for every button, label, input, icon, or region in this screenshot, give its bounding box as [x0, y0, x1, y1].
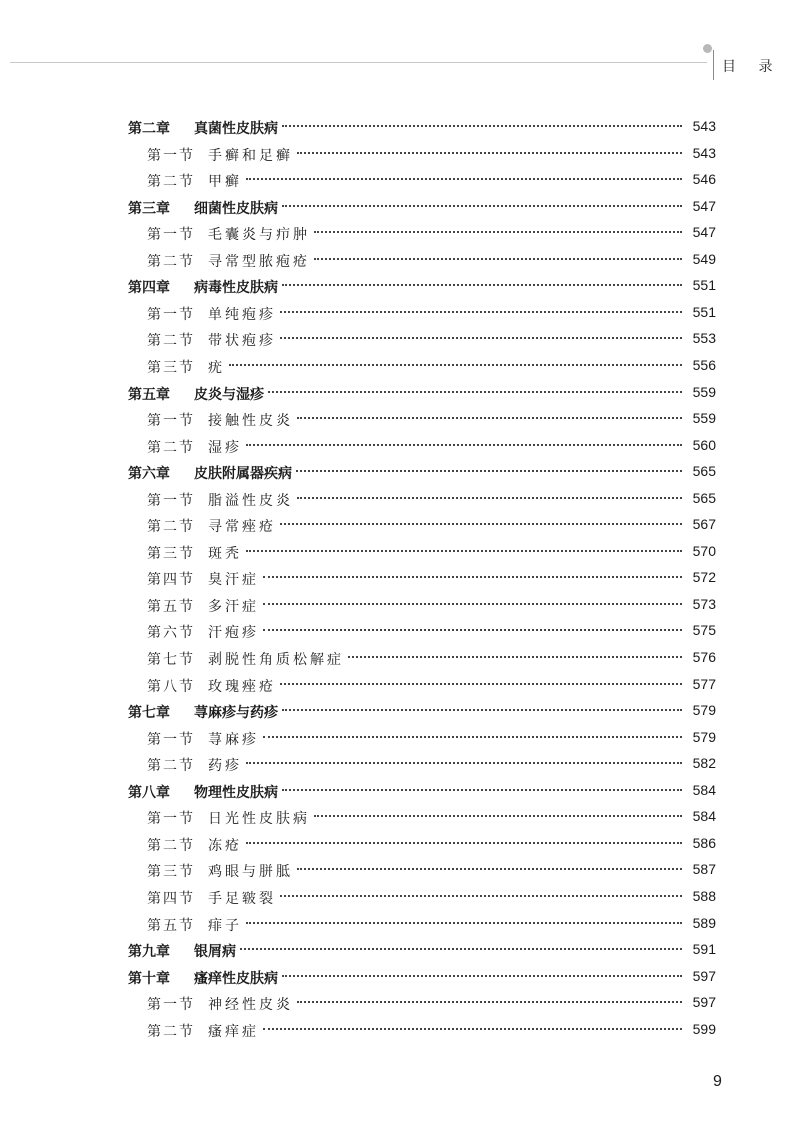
- entry-page-number: 576: [692, 649, 716, 665]
- entry-page-number: 551: [692, 277, 716, 294]
- section-number: 第二节: [147, 519, 195, 536]
- entry-page-number: 584: [692, 781, 716, 798]
- section-number: 第二节: [147, 333, 195, 350]
- section-number: 第五节: [147, 598, 195, 615]
- toc-section-entry[interactable]: [0, 353, 800, 379]
- section-title: 湿疹: [208, 439, 242, 456]
- dot-leader: [348, 656, 682, 658]
- toc-section-entry[interactable]: [0, 645, 800, 671]
- section-number: 第一节: [147, 811, 195, 828]
- section-number: 第四节: [147, 572, 195, 589]
- section-number: 第六节: [147, 625, 195, 642]
- section-title: 鸡眼与胼胝: [208, 864, 293, 881]
- section-number: 第一节: [147, 147, 195, 164]
- toc-section-entry[interactable]: [0, 141, 800, 167]
- section-title: 疣: [208, 359, 225, 376]
- section-number: 第一节: [147, 997, 195, 1014]
- entry-page-number: 591: [692, 941, 716, 958]
- chapter-title: 瘙痒性皮肤病: [194, 970, 278, 987]
- chapter-number: 第十章: [128, 970, 170, 987]
- toc-section-entry[interactable]: [0, 990, 800, 1016]
- entry-page-number: 597: [692, 967, 716, 984]
- toc-chapter-entry[interactable]: [0, 194, 800, 220]
- entry-page-number: 543: [692, 118, 716, 134]
- chapter-number: 第六章: [128, 466, 170, 483]
- chapter-title: 病毒性皮肤病: [194, 280, 278, 297]
- entry-page-number: 587: [692, 861, 716, 878]
- dot-leader: [280, 683, 682, 685]
- section-number: 第二节: [147, 837, 195, 854]
- toc-section-entry[interactable]: [0, 725, 800, 751]
- entry-page-number: 567: [692, 516, 716, 533]
- dot-leader: [314, 815, 682, 817]
- dot-leader: [297, 152, 682, 154]
- toc-chapter-entry[interactable]: [0, 459, 800, 485]
- entry-page-number: 553: [692, 330, 716, 347]
- section-number: 第一节: [147, 306, 195, 323]
- section-number: 第一节: [147, 492, 195, 509]
- section-number: 第三节: [147, 359, 195, 376]
- chapter-number: 第八章: [128, 784, 170, 801]
- dot-leader: [297, 417, 682, 419]
- dot-leader: [280, 895, 682, 897]
- page-number: 9: [713, 1073, 722, 1090]
- entry-page-number: 586: [692, 834, 716, 851]
- chapter-number: 第四章: [128, 280, 170, 297]
- chapter-title: 真菌性皮肤病: [194, 121, 278, 137]
- toc-section-entry[interactable]: [0, 857, 800, 883]
- section-title: 神经性皮炎: [208, 997, 293, 1014]
- entry-page-number: 599: [692, 1020, 716, 1037]
- entry-page-number: 551: [692, 303, 716, 320]
- toc-section-entry[interactable]: [0, 167, 800, 193]
- header-dot-ornament: [703, 44, 712, 53]
- dot-leader: [263, 629, 682, 631]
- dot-leader: [263, 736, 682, 738]
- entry-page-number: 547: [692, 197, 716, 214]
- dot-leader: [297, 868, 682, 870]
- section-title: 玫瑰痤疮: [208, 678, 276, 695]
- entry-page-number: 546: [692, 171, 716, 188]
- entry-page-number: 597: [692, 994, 716, 1011]
- dot-leader: [282, 709, 682, 711]
- toc-section-entry[interactable]: [0, 618, 800, 644]
- section-title: 瘙痒症: [208, 1023, 259, 1040]
- entry-page-number: 549: [692, 250, 716, 267]
- dot-leader: [282, 205, 682, 207]
- section-number: 第四节: [147, 890, 195, 907]
- entry-page-number: 577: [692, 675, 716, 692]
- toc-section-entry[interactable]: [0, 486, 800, 512]
- dot-leader: [246, 550, 682, 552]
- entry-page-number: 579: [692, 702, 716, 719]
- entry-page-number: 559: [692, 383, 716, 400]
- section-title: 脂溢性皮炎: [208, 492, 293, 509]
- section-title: 带状疱疹: [208, 333, 276, 350]
- chapter-number: 第二章: [128, 121, 170, 137]
- dot-leader: [282, 125, 682, 127]
- running-header-title: 目 录: [722, 59, 782, 75]
- toc-chapter-entry[interactable]: [0, 380, 800, 406]
- section-title: 斑秃: [208, 545, 242, 562]
- chapter-number: 第九章: [128, 944, 170, 961]
- dot-leader: [263, 603, 682, 605]
- toc-section-entry[interactable]: [0, 592, 800, 618]
- section-title: 药疹: [208, 758, 242, 775]
- entry-page-number: 572: [692, 569, 716, 586]
- section-title: 手足皲裂: [208, 890, 276, 907]
- section-number: 第二节: [147, 174, 195, 191]
- section-number: 第二节: [147, 253, 195, 270]
- section-number: 第一节: [147, 413, 195, 430]
- toc-chapter-entry[interactable]: [0, 698, 800, 724]
- entry-page-number: 565: [692, 463, 716, 480]
- chapter-title: 物理性皮肤病: [194, 784, 278, 801]
- toc-section-entry[interactable]: [0, 539, 800, 565]
- section-number: 第二节: [147, 758, 195, 775]
- dot-leader: [314, 231, 682, 233]
- toc-chapter-entry[interactable]: [0, 937, 800, 963]
- section-title: 痱子: [208, 917, 242, 934]
- section-title: 接触性皮炎: [208, 413, 293, 430]
- dot-leader: [282, 975, 682, 977]
- toc-section-entry[interactable]: [0, 804, 800, 830]
- section-title: 冻疮: [208, 837, 242, 854]
- chapter-number: 第三章: [128, 200, 170, 217]
- toc-section-entry[interactable]: [0, 565, 800, 591]
- section-title: 寻常型脓疱疮: [208, 253, 310, 270]
- toc-section-entry[interactable]: [0, 884, 800, 910]
- entry-page-number: 556: [692, 356, 716, 373]
- dot-leader: [280, 337, 682, 339]
- chapter-title: 皮炎与湿疹: [194, 386, 264, 403]
- header-rule: [10, 62, 707, 63]
- entry-page-number: 559: [692, 410, 716, 427]
- entry-page-number: 560: [692, 436, 716, 453]
- section-title: 寻常痤疮: [208, 519, 276, 536]
- dot-leader: [246, 842, 682, 844]
- dot-leader: [282, 284, 682, 286]
- chapter-number: 第七章: [128, 705, 170, 722]
- dot-leader: [240, 948, 682, 950]
- chapter-title: 荨麻疹与药疹: [194, 705, 278, 722]
- dot-leader: [263, 1028, 682, 1030]
- entry-page-number: 565: [692, 489, 716, 506]
- toc-chapter-entry[interactable]: [0, 964, 800, 990]
- chapter-number: 第五章: [128, 386, 170, 403]
- toc-chapter-entry[interactable]: [0, 114, 800, 140]
- dot-leader: [297, 1001, 682, 1003]
- dot-leader: [268, 391, 682, 393]
- toc-section-entry[interactable]: [0, 672, 800, 698]
- section-title: 毛囊炎与疖肿: [208, 227, 310, 244]
- toc-section-entry[interactable]: [0, 247, 800, 273]
- entry-page-number: 579: [692, 728, 716, 745]
- section-number: 第八节: [147, 678, 195, 695]
- dot-leader: [282, 789, 682, 791]
- section-number: 第一节: [147, 227, 195, 244]
- dot-leader: [246, 762, 682, 764]
- dot-leader: [263, 576, 682, 578]
- section-title: 甲癣: [208, 174, 242, 191]
- toc-section-entry[interactable]: [0, 406, 800, 432]
- section-title: 多汗症: [208, 598, 259, 615]
- dot-leader: [246, 444, 682, 446]
- toc-section-entry[interactable]: [0, 831, 800, 857]
- section-number: 第三节: [147, 545, 195, 562]
- entry-page-number: 582: [692, 755, 716, 772]
- dot-leader: [280, 523, 682, 525]
- header-divider: [713, 50, 714, 80]
- dot-leader: [296, 470, 682, 472]
- entry-page-number: 588: [692, 887, 716, 904]
- chapter-title: 皮肤附属器疾病: [194, 466, 292, 483]
- toc-section-entry[interactable]: [0, 300, 800, 326]
- toc-chapter-entry[interactable]: [0, 778, 800, 804]
- section-title: 臭汗症: [208, 572, 259, 589]
- section-title: 剥脱性角质松解症: [208, 652, 344, 668]
- toc-chapter-entry[interactable]: [0, 273, 800, 299]
- entry-page-number: 547: [692, 224, 716, 241]
- section-title: 单纯疱疹: [208, 306, 276, 323]
- dot-leader: [229, 364, 682, 366]
- toc-section-entry[interactable]: [0, 911, 800, 937]
- toc-section-entry[interactable]: [0, 326, 800, 352]
- entry-page-number: 584: [692, 808, 716, 825]
- dot-leader: [246, 178, 682, 180]
- toc-section-entry[interactable]: [0, 751, 800, 777]
- toc-section-entry[interactable]: [0, 220, 800, 246]
- section-title: 日光性皮肤病: [208, 811, 310, 828]
- entry-page-number: 570: [692, 542, 716, 559]
- entry-page-number: 575: [692, 622, 716, 639]
- entry-page-number: 589: [692, 914, 716, 931]
- section-title: 荨麻疹: [208, 731, 259, 748]
- toc-section-entry[interactable]: [0, 433, 800, 459]
- dot-leader: [246, 922, 682, 924]
- dot-leader: [297, 497, 682, 499]
- chapter-title: 银屑病: [194, 944, 236, 961]
- section-number: 第二节: [147, 1023, 195, 1040]
- section-title: 手癣和足癣: [208, 147, 293, 164]
- section-number: 第一节: [147, 731, 195, 748]
- toc-section-entry[interactable]: [0, 512, 800, 538]
- dot-leader: [280, 311, 682, 313]
- section-number: 第五节: [147, 917, 195, 934]
- toc-section-entry[interactable]: [0, 1017, 800, 1043]
- section-number: 第二节: [147, 439, 195, 456]
- section-title: 汗疱疹: [208, 625, 259, 642]
- entry-page-number: 543: [692, 144, 716, 161]
- entry-page-number: 573: [692, 595, 716, 612]
- section-number: 第三节: [147, 864, 195, 881]
- dot-leader: [314, 258, 682, 260]
- section-number: 第七节: [147, 652, 195, 668]
- chapter-title: 细菌性皮肤病: [194, 200, 278, 217]
